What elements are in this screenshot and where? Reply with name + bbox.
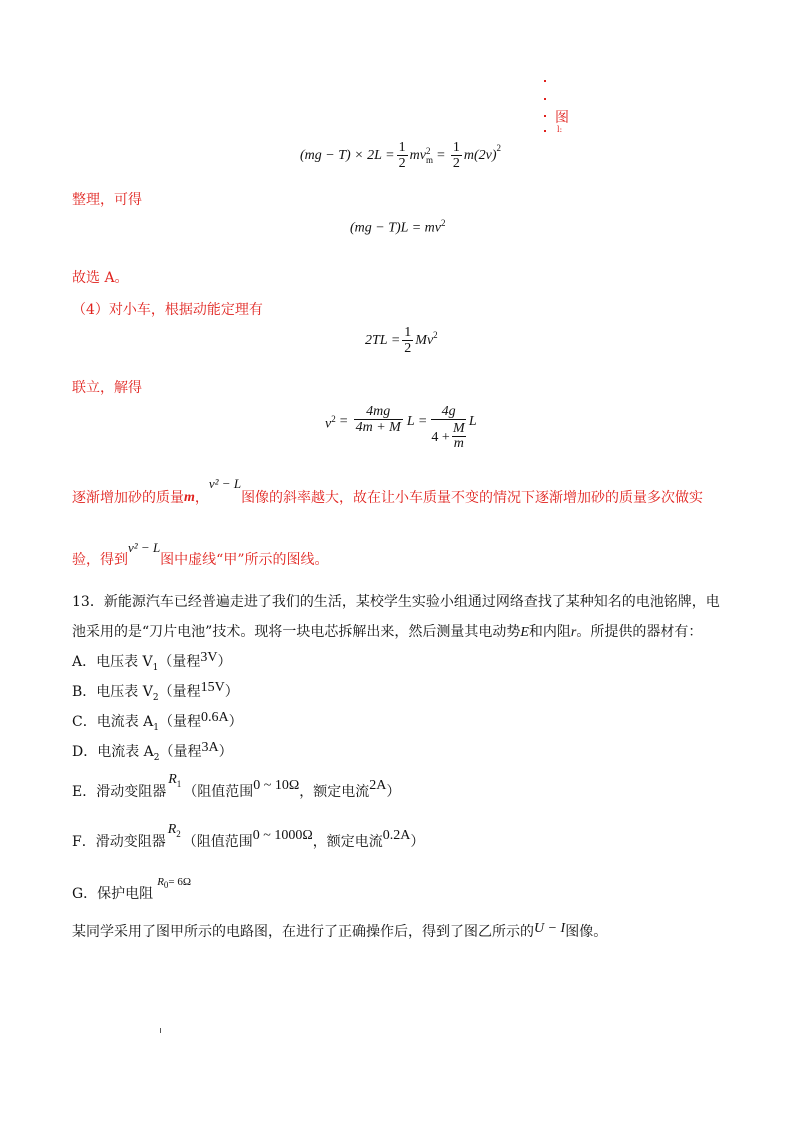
eq1-m2v: m(2v) bbox=[463, 147, 497, 163]
eq4-frac1: $\frac{4mg}{4m + M}$ bbox=[355, 404, 401, 435]
q13-option-f: F．滑动变阻器 $R_2$ （阻值范围 0 ~ 1000Ω ，额定电流 0.2A ） bbox=[72, 822, 425, 850]
eq1-half: $\frac{1}{2}$ bbox=[398, 140, 406, 171]
q13-option-b: B．电压表 $V_2$（量程15V） bbox=[72, 680, 239, 703]
margin-mark bbox=[544, 115, 546, 117]
eq1-equals: = bbox=[436, 147, 445, 163]
q13-option-c: C．电流表 $A_1$（量程0.6A） bbox=[72, 710, 243, 733]
equation-energy-sand bbox=[300, 140, 501, 171]
text-choose-a: 故选 A。 bbox=[72, 270, 129, 286]
q13-option-g: G．保护电阻 $R_0= 6\Omega$ bbox=[72, 876, 192, 902]
q13-option-d: D．电流表 $A_2$（量程3A） bbox=[72, 740, 233, 763]
eq1-half-2: $\frac{1}{2}$ bbox=[452, 140, 460, 171]
margin-mark bbox=[544, 98, 546, 100]
text-slope-explanation: 逐渐增加砂的质量 m ， v² − L 图像的斜率越大，故在让小车质量不变的情况下逐渐增加砂的质量多次做实 bbox=[72, 476, 704, 506]
equation-v-squared: $v^2$ = $\frac{4mg}{4m + M}$ L = 4g 4 + $\frac{M}{m}$ L bbox=[325, 404, 477, 451]
text-graph-result: 验，得到 v² − L 图中虚线“甲”所示的图线。 bbox=[72, 540, 329, 568]
eq3-half: $\frac{1}{2}$ bbox=[404, 325, 412, 356]
equation-cart-energy: 2TL = $\frac{1}{2}$ Mv $^2$ bbox=[365, 325, 438, 356]
margin-note-cut: l: bbox=[557, 125, 563, 134]
eq4-frac2: 4g 4 + $\frac{M}{m}$ bbox=[431, 404, 465, 451]
margin-mark bbox=[544, 130, 546, 132]
eq1-mvm: mv 2 m bbox=[409, 145, 433, 165]
text-part-4: （4）对小车，根据动能定理有 bbox=[72, 302, 263, 318]
eq1-sq2: 2 bbox=[496, 142, 502, 153]
q13-option-e: E．滑动变阻器 $R_1$ （阻值范围 0 ~ 10Ω ，额定电流 2A ） bbox=[72, 772, 401, 800]
equation-simplified: $(mg - T)L = mv^2$ bbox=[350, 218, 446, 236]
q13-line1: 13．新能源汽车已经普遍走进了我们的生活，某校学生实验小组通过网络查找了某种知名的电池铭牌，电 bbox=[72, 594, 720, 610]
q13-option-a: A．电压表 $V_1$（量程3V） bbox=[72, 650, 232, 673]
q13-line2: 池采用的是“刀片电池”技术。现将一块电芯拆解出来，然后测量其电动势E和内阻r。所提供的器材有： bbox=[72, 624, 703, 640]
q13-last-line: 某同学采用了图甲所示的电路图，在进行了正确操作后，得到了图乙所示的U − I图像。 bbox=[72, 921, 608, 940]
eq1-lhs: (mg − T) × 2L = bbox=[300, 147, 395, 163]
margin-mark bbox=[544, 80, 546, 82]
page-mark bbox=[160, 1028, 161, 1033]
margin-note: 图 bbox=[555, 110, 569, 126]
text-rearrange: 整理，可得 bbox=[72, 192, 142, 208]
text-combine: 联立，解得 bbox=[72, 380, 142, 396]
